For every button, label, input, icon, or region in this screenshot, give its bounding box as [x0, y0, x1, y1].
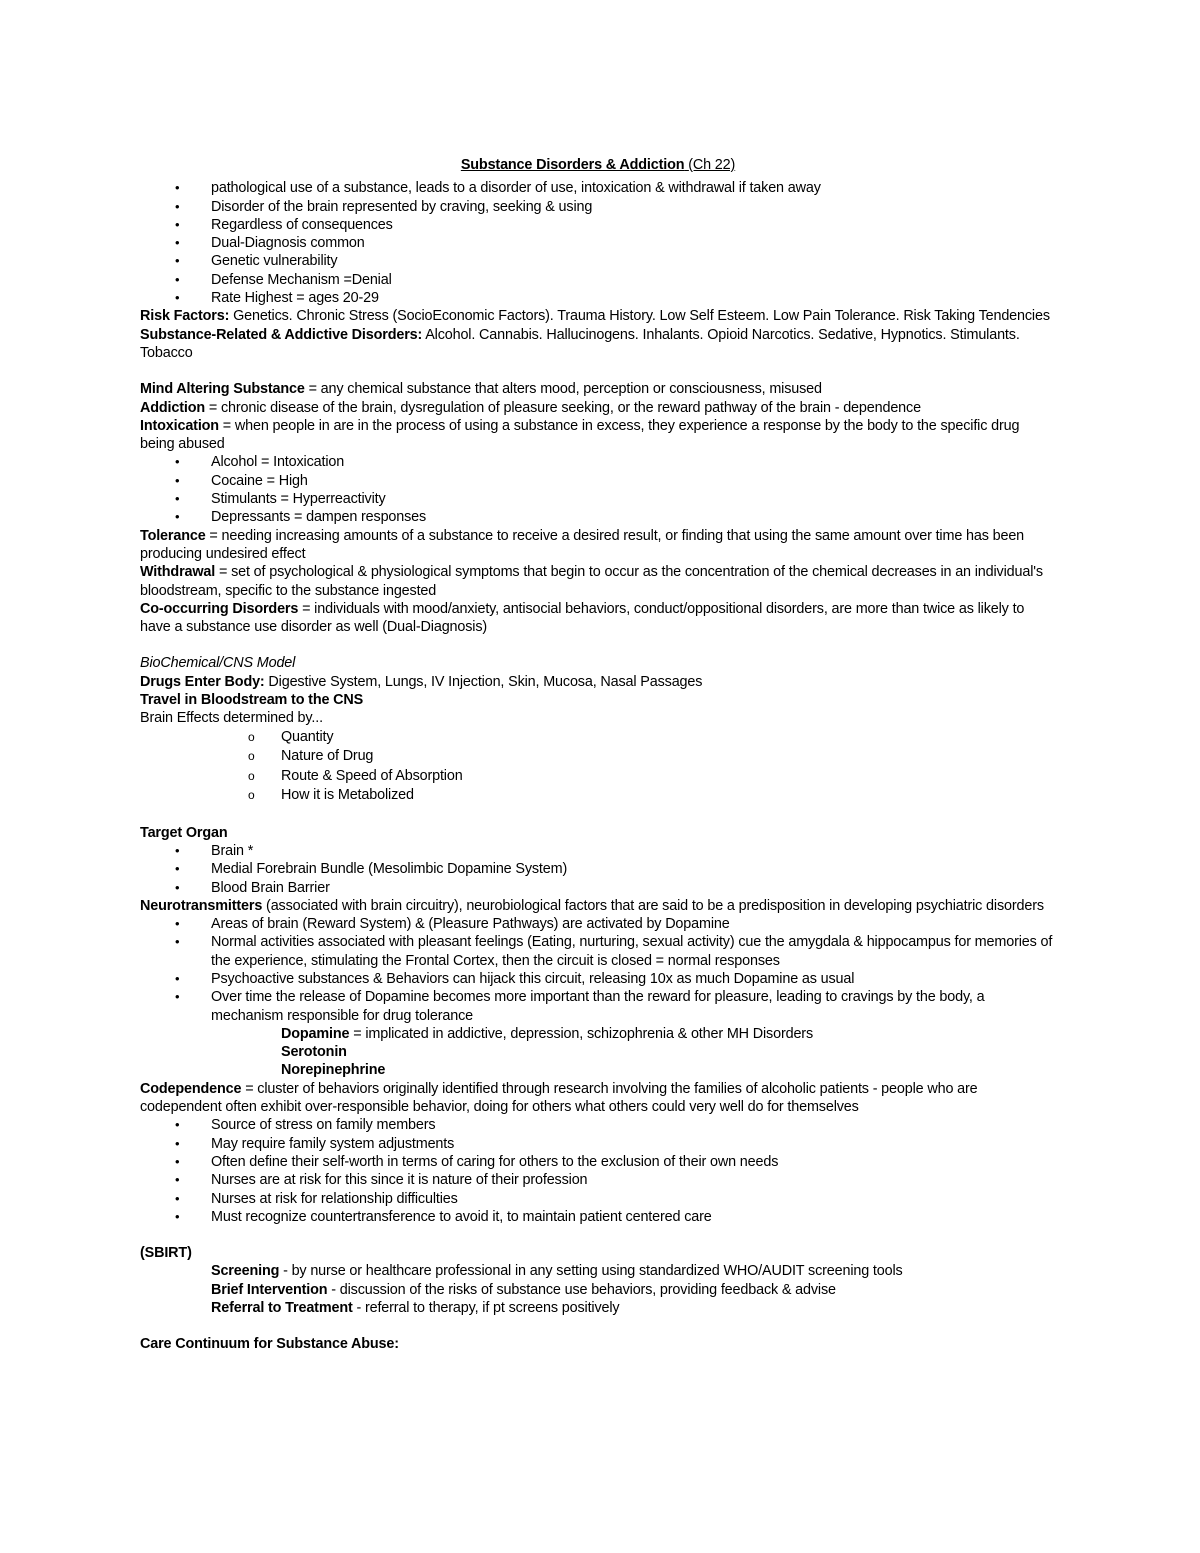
list-item: • Regardless of consequences	[140, 216, 1056, 234]
sbirt-referral: Referral to Treatment - referral to therapy, if pt screens positively	[211, 1300, 620, 1317]
list-item: o Nature of Drug	[140, 747, 1056, 767]
target-organ-list	[140, 842, 1056, 897]
title-chapter: (Ch 22)	[688, 157, 736, 173]
sbirt-screening: Screening - by nurse or healthcare professional in any setting using standardized WHO/AUDIT screening tools	[211, 1263, 903, 1280]
list-item: • Psychoactive substances & Behaviors can hijack this circuit, releasing 10x as much Dopamine as usual	[140, 970, 1056, 988]
list-item: • Rate Highest = ages 20-29	[140, 289, 1056, 307]
dopamine-definition: Dopamine = implicated in addictive, depression, schizophrenia & other MH Disorders	[281, 1025, 813, 1042]
list-item: • Areas of brain (Reward System) & (Pleasure Pathways) are activated by Dopamine	[140, 915, 1056, 933]
codependence-list	[140, 1116, 1056, 1226]
target-organ-heading: Target Organ	[140, 824, 228, 841]
list-item: • May require family system adjustments	[140, 1135, 1056, 1153]
addiction-definition: Addiction = chronic disease of the brain, dysregulation of pleasure seeking, or the reward pathway of the brain - dependence	[140, 399, 921, 416]
list-item: • Over time the release of Dopamine becomes more important than the reward for pleasure, leading to cravings by the body, a mechanism responsible for drug tolerance	[140, 988, 1056, 1025]
codependence-paragraph: Codependence = cluster of behaviors originally identified through research involving the families of alcoholic patients - people who are codependent often exhibit over-responsible behavior, doing for others what others could very well do for themselves	[140, 1080, 978, 1116]
biochem-heading: BioChemical/CNS Model	[140, 655, 296, 672]
tolerance-definition: Tolerance = needing increasing amounts of a substance to receive a desired result, or finding that using the same amount over time has been producing undesired effect	[140, 527, 1025, 562]
list-item: • Must recognize countertransference to avoid it, to maintain patient centered care	[140, 1208, 1056, 1226]
withdrawal-definition: Withdrawal = set of psychological & physiological symptoms that begin to occur as the concentration of the chemical decreases in an individual's bloodstream, specific to the substance ingested	[140, 564, 1043, 599]
intro-bullet-list	[140, 179, 1056, 307]
list-item: • Dual-Diagnosis common	[140, 234, 1056, 252]
list-item: • Disorder of the brain represented by craving, seeking & using	[140, 198, 1056, 216]
list-item: • pathological use of a substance, leads to a disorder of use, intoxication & withdrawal if taken away	[140, 179, 1056, 197]
list-item: o How it is Metabolized	[140, 786, 1056, 806]
intoxication-definition: Intoxication = when people in are in the process of using a substance in excess, they experience a response by the body to the specific drug being abused	[140, 417, 1020, 453]
list-item: o Route & Speed of Absorption	[140, 767, 1056, 787]
list-item: • Alcohol = Intoxication	[140, 453, 1056, 471]
list-item: • Source of stress on family members	[140, 1116, 1056, 1134]
list-item: • Nurses are at risk for this since it is nature of their profession	[140, 1171, 1056, 1189]
brain-effects-list	[140, 728, 1056, 806]
list-item: • Nurses at risk for relationship difficulties	[140, 1190, 1056, 1208]
substance-related-paragraph: Substance-Related & Addictive Disorders: Alcohol. Cannabis. Hallucinogens. Inhalants. Opioid Narcotics. Sedative, Hypnotics. Stimulants. Tobacco	[140, 326, 1020, 361]
mind-altering-definition: Mind Altering Substance = any chemical substance that alters mood, perception or consciousness, misused	[140, 381, 822, 398]
list-item: • Genetic vulnerability	[140, 252, 1056, 270]
sbirt-heading: (SBIRT)	[140, 1245, 192, 1262]
list-item: • Defense Mechanism =Denial	[140, 271, 1056, 289]
list-item: • Stimulants = Hyperreactivity	[140, 490, 1056, 508]
intoxication-bullet-list	[140, 453, 1056, 526]
care-continuum-heading: Care Continuum for Substance Abuse:	[140, 1336, 399, 1353]
cooccurring-definition: Co-occurring Disorders = individuals with mood/anxiety, antisocial behaviors, conduct/oppositional disorders, are more than twice as likely to have a substance use disorder as well (Dual-Diagnosis)	[140, 600, 1025, 636]
neurotransmitters-paragraph: Neurotransmitters (associated with brain circuitry), neurobiological factors that are said to be a predisposition in developing psychiatric disorders	[140, 897, 1044, 914]
sbirt-brief-intervention: Brief Intervention - discussion of the risks of substance use behaviors, providing feedback & advise	[211, 1281, 836, 1298]
page-title	[140, 156, 1056, 174]
list-item: • Medial Forebrain Bundle (Mesolimbic Dopamine System)	[140, 860, 1056, 878]
brain-effects-text: Brain Effects determined by...	[140, 710, 323, 727]
document-page	[140, 156, 1056, 1354]
serotonin-label: Serotonin	[281, 1044, 347, 1061]
list-item: • Normal activities associated with pleasant feelings (Eating, nurturing, sexual activity) cue the amygdala & hippocampus for memories of the experience, stimulating the Frontal Cortex, then the circuit is closed = normal responses	[140, 933, 1056, 970]
list-item: • Brain *	[140, 842, 1056, 860]
list-item: o Quantity	[140, 728, 1056, 748]
list-item: • Cocaine = High	[140, 472, 1056, 490]
norepinephrine-label: Norepinephrine	[281, 1062, 386, 1079]
risk-factors-paragraph: Risk Factors: Genetics. Chronic Stress (SocioEconomic Factors). Trauma History. Low Self Esteem. Low Pain Tolerance. Risk Taking Tendencies	[140, 308, 1050, 325]
drugs-enter-paragraph: Drugs Enter Body: Digestive System, Lungs, IV Injection, Skin, Mucosa, Nasal Passages	[140, 673, 703, 690]
neurotransmitters-list	[140, 915, 1056, 1025]
travel-heading: Travel in Bloodstream to the CNS	[140, 692, 364, 709]
list-item: • Often define their self-worth in terms of caring for others to the exclusion of their own needs	[140, 1153, 1056, 1171]
title-main: Substance Disorders & Addiction	[460, 157, 685, 173]
list-item: • Depressants = dampen responses	[140, 508, 1056, 526]
list-item: • Blood Brain Barrier	[140, 879, 1056, 897]
